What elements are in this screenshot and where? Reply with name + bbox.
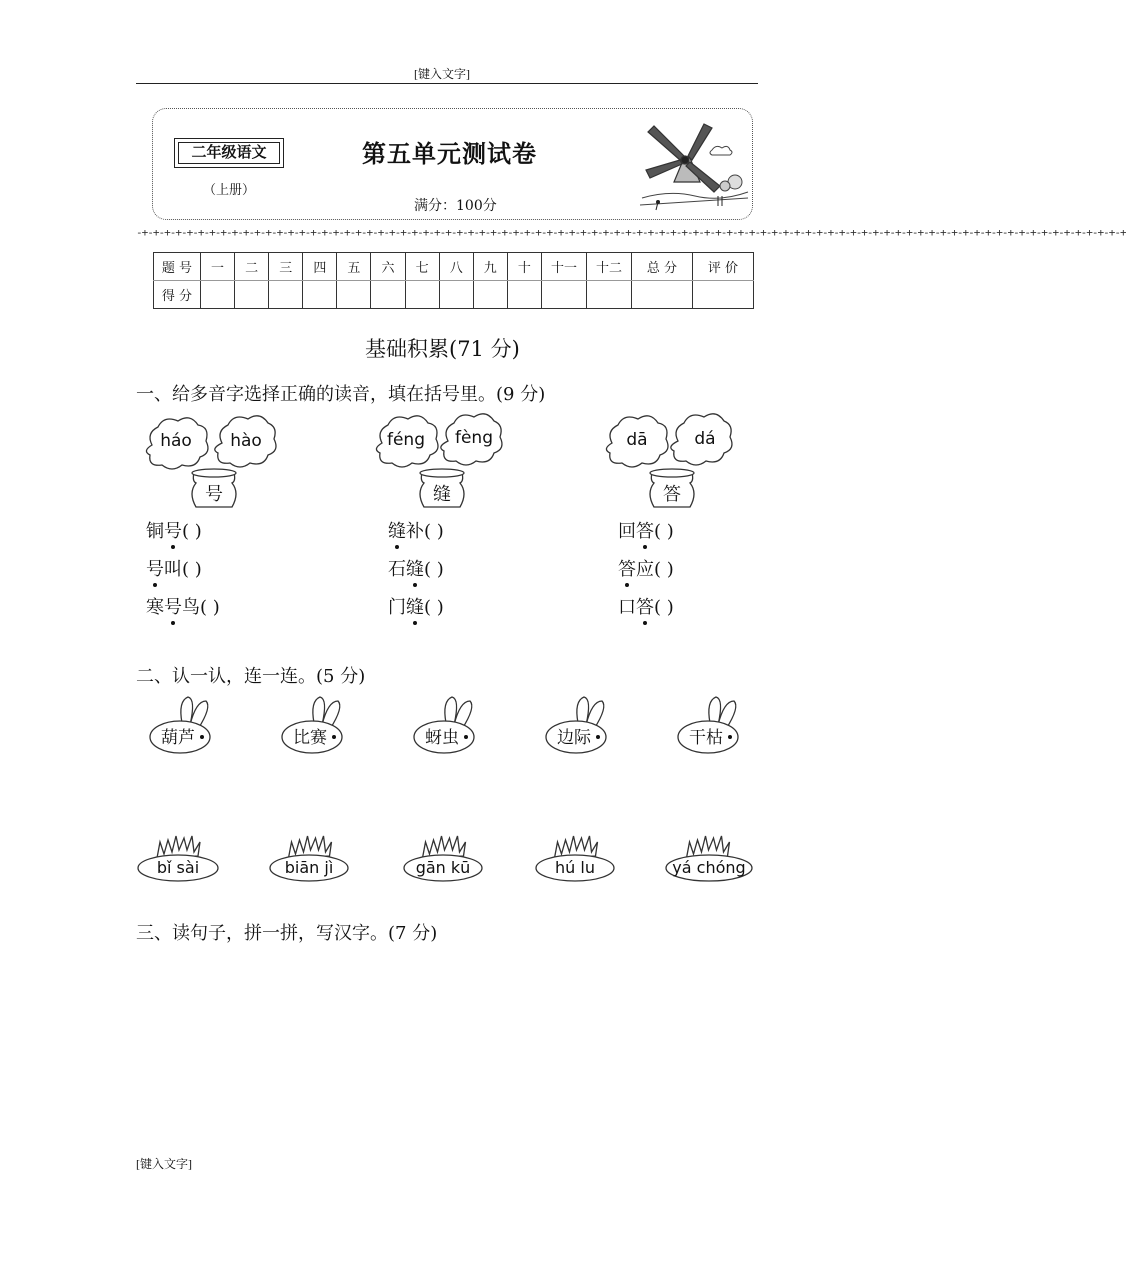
windmill-icon bbox=[640, 120, 750, 215]
pot-character: 号 bbox=[205, 484, 223, 505]
rabbit-label: 蚜虫 bbox=[425, 728, 459, 748]
grass-label: biān jì bbox=[284, 858, 334, 877]
column-header: 六 bbox=[371, 253, 405, 281]
reading-option: hào bbox=[230, 431, 262, 451]
score-cell[interactable] bbox=[201, 281, 235, 309]
score-cell[interactable] bbox=[405, 281, 439, 309]
word-item: 号叫( ) bbox=[146, 555, 202, 581]
score-cell[interactable] bbox=[303, 281, 337, 309]
footer-text: [键入文字] bbox=[136, 1157, 192, 1171]
score-cell[interactable] bbox=[473, 281, 507, 309]
page-title: 第五单元测试卷 bbox=[362, 140, 537, 168]
rabbit-label: 葫芦 bbox=[161, 728, 195, 748]
question-3-title: 三、读句子，拼一拼，写汉字。(7 分) bbox=[136, 923, 438, 944]
column-header: 一 bbox=[201, 253, 235, 281]
score-cell[interactable] bbox=[507, 281, 541, 309]
table-row bbox=[154, 281, 754, 309]
term-label: （上册） bbox=[203, 183, 256, 198]
grass-card[interactable] bbox=[534, 836, 616, 886]
grass-label: gān kū bbox=[415, 858, 471, 877]
word-item: 口答( ) bbox=[618, 593, 674, 619]
question-2-title: 二、认一认，连一连。(5 分) bbox=[136, 666, 366, 687]
column-header: 评 价 bbox=[693, 253, 754, 281]
question-1-title: 一、给多音字选择正确的读音，填在括号里。(9 分) bbox=[136, 384, 546, 405]
reading-option: dá bbox=[694, 429, 716, 449]
rabbit-label: 干枯 bbox=[689, 728, 723, 748]
word-item: 门缝( ) bbox=[388, 593, 444, 619]
score-cell[interactable] bbox=[587, 281, 632, 309]
word-item: 寒号鸟( ) bbox=[146, 593, 220, 619]
word-item: 石缝( ) bbox=[388, 555, 444, 581]
rabbit-label: 比赛 bbox=[293, 728, 327, 748]
rabbit-card[interactable] bbox=[146, 695, 218, 757]
score-cell[interactable] bbox=[371, 281, 405, 309]
column-header: 四 bbox=[303, 253, 337, 281]
score-cell[interactable] bbox=[542, 281, 587, 309]
grass-card[interactable] bbox=[136, 836, 220, 886]
grade-label: 二年级语文 bbox=[178, 142, 280, 164]
grass-label: bǐ sài bbox=[156, 858, 200, 877]
reading-option: féng bbox=[386, 430, 425, 450]
grass-label: hú lu bbox=[555, 858, 595, 877]
word-item: 缝补( ) bbox=[388, 517, 444, 543]
score-cell[interactable] bbox=[632, 281, 693, 309]
grass-card[interactable] bbox=[402, 836, 484, 886]
rabbit-card[interactable] bbox=[410, 695, 482, 757]
table-row bbox=[154, 253, 754, 281]
column-header: 十二 bbox=[587, 253, 632, 281]
header-rule bbox=[136, 83, 758, 84]
score-cell[interactable] bbox=[337, 281, 371, 309]
column-header: 十一 bbox=[542, 253, 587, 281]
score-table bbox=[153, 252, 754, 309]
pot-character: 答 bbox=[663, 484, 681, 505]
section-title: 基础积累(71 分) bbox=[365, 337, 520, 361]
rabbit-card[interactable] bbox=[542, 695, 614, 757]
grass-label: yá chóng bbox=[672, 858, 746, 877]
score-cell[interactable] bbox=[439, 281, 473, 309]
header-text: [键入文字] bbox=[414, 67, 470, 81]
column-header: 七 bbox=[405, 253, 439, 281]
score-cell[interactable] bbox=[693, 281, 754, 309]
row-label: 题 号 bbox=[154, 253, 201, 281]
score-cell[interactable] bbox=[235, 281, 269, 309]
column-header: 九 bbox=[473, 253, 507, 281]
reading-option: dā bbox=[626, 430, 648, 450]
pot-character: 缝 bbox=[433, 484, 451, 505]
grass-card[interactable] bbox=[664, 836, 754, 886]
column-header: 五 bbox=[337, 253, 371, 281]
grade-badge bbox=[174, 138, 284, 168]
word-item: 回答( ) bbox=[618, 517, 674, 543]
column-header: 三 bbox=[269, 253, 303, 281]
reading-option: háo bbox=[160, 431, 192, 451]
score-cell[interactable] bbox=[269, 281, 303, 309]
rabbit-card[interactable] bbox=[278, 695, 350, 757]
word-item: 铜号( ) bbox=[146, 517, 202, 543]
full-score: 满分：100分 bbox=[414, 198, 497, 214]
column-header: 八 bbox=[439, 253, 473, 281]
rabbit-card[interactable] bbox=[674, 695, 746, 757]
grass-card[interactable] bbox=[268, 836, 350, 886]
word-item: 答应( ) bbox=[618, 555, 674, 581]
rabbit-label: 边际 bbox=[557, 728, 591, 748]
column-header: 总 分 bbox=[632, 253, 693, 281]
row-label: 得 分 bbox=[154, 281, 201, 309]
column-header: 二 bbox=[235, 253, 269, 281]
dotted-separator: -+-+-+-+-+-+-+-+-+-+-+-+-+-+-+-+-+-+-+-+-+-+-+-+-+-+-+-+-+-+-+-+-+-+-+-+-+-+-+-+-+-+-+-+-+-+-+-+-+-+-+-+-+-+-+-+-+-+-+-+-+-+-+-+-+-+-+-+-+-+-+-+-+-+-+-+-+-+-+-+-+-+-+-+-+-+-+-+ bbox=[136, 226, 1126, 239]
reading-option: fèng bbox=[454, 428, 493, 448]
column-header: 十 bbox=[507, 253, 541, 281]
